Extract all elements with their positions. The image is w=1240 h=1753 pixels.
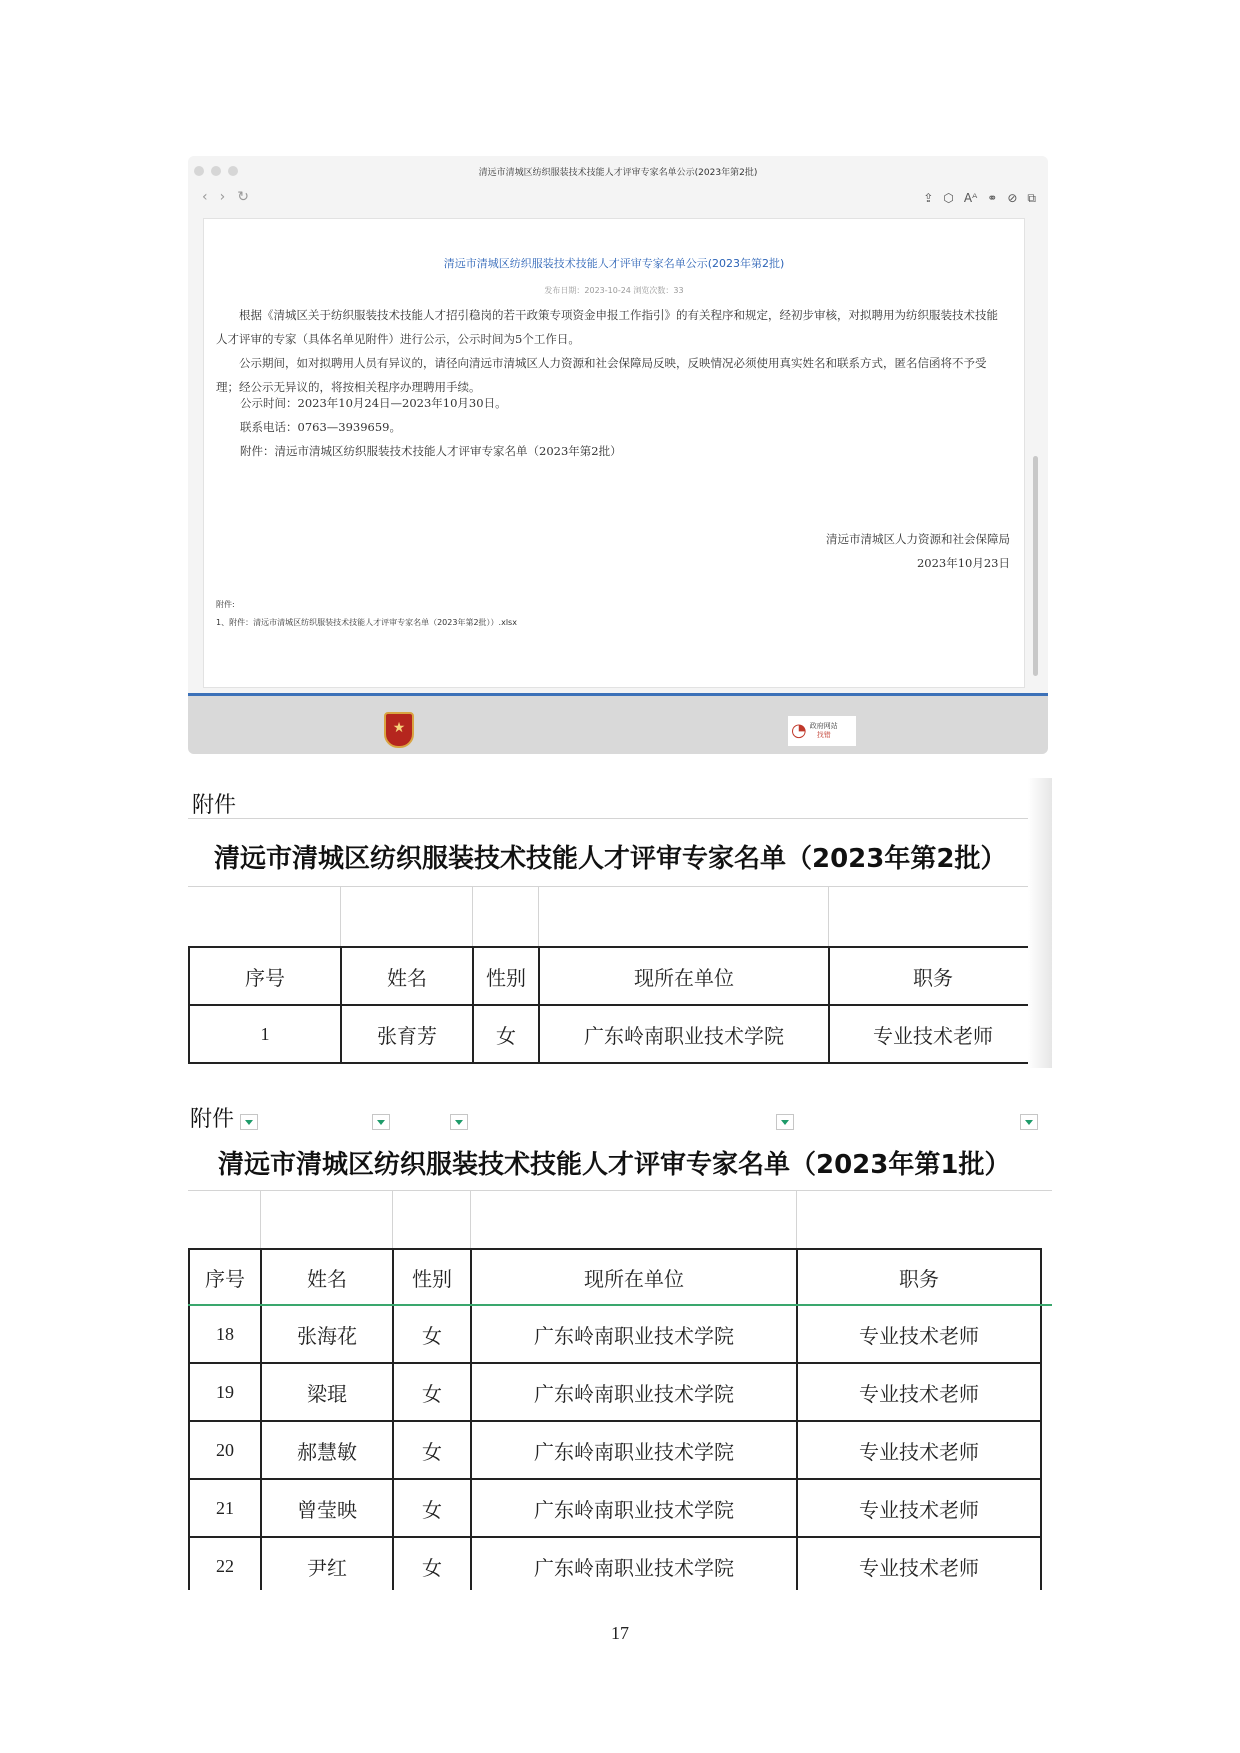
attachment-label: 附件 <box>190 1107 235 1132</box>
cell-unit: 广东岭南职业技术学院 <box>471 1305 797 1363</box>
party-emblem-icon[interactable] <box>384 712 414 748</box>
cell-position: 专业技术老师 <box>797 1537 1041 1590</box>
cell-position: 专业技术老师 <box>797 1363 1041 1421</box>
cell-unit: 广东岭南职业技术学院 <box>471 1363 797 1421</box>
signature-org: 清远市清城区人力资源和社会保障局 <box>826 532 1010 546</box>
attachment-note: 附件：清远市清城区纺织服装技术技能人才评审专家名单（2023年第2批） <box>240 444 622 458</box>
attachment-label: 附件 <box>192 793 237 818</box>
publicity-period: 公示时间：2023年10月24日—2023年10月30日。 <box>240 396 507 410</box>
cell-gender: 女 <box>473 1005 539 1063</box>
gridline <box>796 1190 797 1248</box>
table-header-row <box>189 947 1037 1005</box>
header-gender: 性别 <box>473 947 539 1005</box>
cell-unit: 广东岭南职业技术学院 <box>471 1421 797 1479</box>
scrollbar[interactable] <box>1033 456 1038 676</box>
cell-gender: 女 <box>393 1305 471 1363</box>
sheet-title: 清远市清城区纺织服装技术技能人才评审专家名单（2023年第1批） <box>218 1150 1011 1180</box>
emblem-mark-icon: ★ <box>392 720 406 736</box>
cell-position: 专业技术老师 <box>829 1005 1037 1063</box>
cell-unit: 广东岭南职业技术学院 <box>471 1537 797 1590</box>
header-index: 序号 <box>189 947 341 1005</box>
cell-name: 曾莹映 <box>261 1479 393 1537</box>
cell-index: 19 <box>189 1363 261 1421</box>
gridline <box>188 818 1052 819</box>
table-row <box>189 1537 1041 1590</box>
cell-name: 尹红 <box>261 1537 393 1590</box>
cell-index: 22 <box>189 1537 261 1590</box>
cell-name: 张海花 <box>261 1305 393 1363</box>
article-paragraph-2: 公示期间，如对拟聘用人员有异议的，请径向清远市清城区人力资源和社会保障局反映，反映情况必须使用真实姓名和联系方式，匿名信函将不予受理；经公示无异议的，将按相关程序办理聘用手续。 <box>216 356 987 394</box>
gridline <box>188 886 1052 887</box>
header-name: 姓名 <box>341 947 473 1005</box>
table-row <box>189 1421 1041 1479</box>
cell-index: 20 <box>189 1421 261 1479</box>
cell-index: 1 <box>189 1005 341 1063</box>
header-name: 姓名 <box>261 1249 393 1305</box>
cell-index: 18 <box>189 1305 261 1363</box>
table-header-row <box>189 1249 1041 1305</box>
cell-unit: 广东岭南职业技术学院 <box>539 1005 829 1063</box>
window-titlebar <box>188 156 1048 186</box>
spreadsheet-batch-1 <box>188 1098 1052 1590</box>
chevron-right-icon[interactable]: › <box>219 189 226 205</box>
article-paragraph-1: 根据《清城区关于纺织服装技术技能人才招引稳岗的若干政策专项资金申报工作指引》的有关程序和规定，经初步审核，对拟聘用为纺织服装技术技能人才评审的专家（具体名单见附件）进行公示，公示时间为5个工作日。 <box>216 308 998 346</box>
frozen-pane-line <box>188 1304 1052 1306</box>
header-position: 职务 <box>797 1249 1041 1305</box>
window-title: 清远市清城区纺织服装技术技能人才评审专家名单公示(2023年第2批) <box>478 168 758 178</box>
expert-table <box>188 1248 1042 1590</box>
text-size-icon[interactable]: Aᴬ <box>963 191 978 205</box>
article-meta: 发布日期：2023-10-24 浏览次数：33 <box>544 286 684 295</box>
header-unit: 现所在单位 <box>471 1249 797 1305</box>
gridline <box>828 886 829 946</box>
browser-screenshot <box>188 156 1048 754</box>
box-icon[interactable]: ⬡ <box>943 191 954 205</box>
cell-position: 专业技术老师 <box>797 1421 1041 1479</box>
article-content <box>203 218 1025 688</box>
gridline <box>538 886 539 946</box>
cell-index: 21 <box>189 1479 261 1537</box>
table-row <box>189 1005 1037 1063</box>
spreadsheet-batch-2 <box>188 778 1052 1068</box>
table-row <box>189 1363 1041 1421</box>
cell-gender: 女 <box>393 1537 471 1590</box>
header-position: 职务 <box>829 947 1037 1005</box>
gridline <box>340 886 341 946</box>
chevron-left-icon[interactable]: ‹ <box>202 189 208 205</box>
share-icon[interactable]: ⇪ <box>923 191 934 205</box>
header-gender: 性别 <box>393 1249 471 1305</box>
sheet-title: 清远市清城区纺织服装技术技能人才评审专家名单（2023年第2批） <box>214 844 1007 874</box>
filter-dropdown-icon[interactable] <box>240 1114 258 1130</box>
contact-phone: 联系电话：0763—3939659。 <box>240 420 401 434</box>
article-title: 清远市清城区纺织服装技术技能人才评审专家名单公示(2023年第2批) <box>443 257 785 270</box>
header-index: 序号 <box>189 1249 261 1305</box>
cell-unit: 广东岭南职业技术学院 <box>471 1479 797 1537</box>
attachments-label: 附件: <box>216 600 235 609</box>
filter-dropdown-icon[interactable] <box>776 1114 794 1130</box>
filter-dropdown-icon[interactable] <box>1020 1114 1038 1130</box>
magnifier-icon: ◔ <box>791 720 807 741</box>
screenshot-icon[interactable]: ⧉ <box>1027 191 1036 205</box>
table-row <box>189 1479 1041 1537</box>
cell-position: 专业技术老师 <box>797 1479 1041 1537</box>
attachment-link[interactable]: 1、附件：清远市清城区纺织服装技术技能人才评审专家名单（2023年第2批））.xlsx <box>216 618 517 627</box>
sheet-edge-shadow <box>1028 778 1052 1068</box>
compass-icon[interactable]: ⊘ <box>1007 191 1018 205</box>
gridline <box>472 886 473 946</box>
site-footer <box>188 696 1048 754</box>
gov-logo-line2: 找错 <box>816 731 831 739</box>
cell-gender: 女 <box>393 1421 471 1479</box>
cell-name: 张育芳 <box>341 1005 473 1063</box>
gridline <box>392 1190 393 1248</box>
gridline <box>470 1190 471 1248</box>
gridline <box>260 1190 261 1248</box>
cell-name: 梁琨 <box>261 1363 393 1421</box>
page-number: 17 <box>611 1623 629 1643</box>
table-row <box>189 1305 1041 1363</box>
gov-logo-line1: 政府网站 <box>809 722 838 730</box>
gov-site-error-report-logo[interactable] <box>788 716 856 746</box>
reload-icon[interactable]: ↻ <box>237 189 249 205</box>
browser-toolbar <box>188 186 1048 212</box>
header-unit: 现所在单位 <box>539 947 829 1005</box>
cell-gender: 女 <box>393 1479 471 1537</box>
link-icon[interactable]: ⚭ <box>987 191 998 205</box>
expert-table <box>188 946 1038 1064</box>
signature-date: 2023年10月23日 <box>916 556 1010 570</box>
filter-dropdown-icon[interactable] <box>372 1114 390 1130</box>
cell-position: 专业技术老师 <box>797 1305 1041 1363</box>
cell-name: 郝慧敏 <box>261 1421 393 1479</box>
filter-dropdown-icon[interactable] <box>450 1114 468 1130</box>
gridline <box>188 1190 1052 1191</box>
cell-gender: 女 <box>393 1363 471 1421</box>
